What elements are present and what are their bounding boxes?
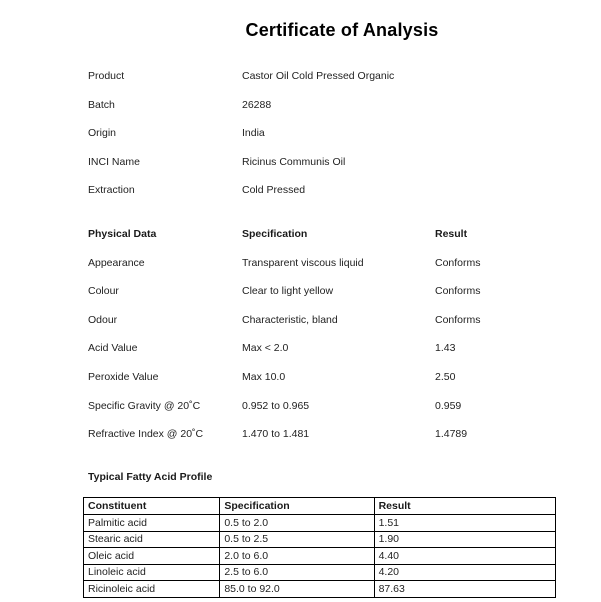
specification: 0.5 to 2.5 <box>220 531 374 548</box>
product-info-section <box>88 70 555 213</box>
result: 4.40 <box>374 548 555 565</box>
physical-row-acid-value <box>88 342 555 371</box>
parameter: Appearance <box>88 256 145 269</box>
constituent: Stearic acid <box>84 531 220 548</box>
constituent: Ricinoleic acid <box>84 581 220 598</box>
fatty-table-header-row <box>84 498 556 515</box>
info-value: Cold Pressed <box>242 184 306 197</box>
result: Conforms <box>435 313 481 326</box>
info-value: 26288 <box>242 98 272 111</box>
physical-data-header-row <box>88 228 555 257</box>
physical-row-peroxide-value <box>88 371 555 400</box>
physical-row-odour <box>88 314 555 343</box>
fatty-acid-profile-heading: Typical Fatty Acid Profile <box>88 471 213 483</box>
specification: Max < 2.0 <box>242 342 289 355</box>
table-row-stearic-acid <box>84 531 556 548</box>
specification: 1.470 to 1.481 <box>242 428 310 441</box>
specification-header: Specification <box>220 498 374 515</box>
specification: 0.5 to 2.0 <box>220 515 374 532</box>
specification: 2.5 to 6.0 <box>220 564 374 581</box>
parameter: Odour <box>88 313 118 326</box>
constituent: Linoleic acid <box>84 564 220 581</box>
info-label: INCI Name <box>88 155 140 168</box>
result: 87.63 <box>374 581 555 598</box>
result: 4.20 <box>374 564 555 581</box>
result-header: Result <box>374 498 555 515</box>
info-value: India <box>242 127 265 140</box>
specification-header: Specification <box>242 228 308 240</box>
result: Conforms <box>435 285 481 298</box>
result: 0.959 <box>435 399 462 412</box>
fatty-acid-profile-table <box>83 497 556 598</box>
info-label: Origin <box>88 127 117 140</box>
parameter: Refractive Index @ 20˚C <box>88 428 204 441</box>
table-row-palmitic-acid <box>84 515 556 532</box>
parameter: Colour <box>88 285 119 298</box>
constituent-header: Constituent <box>84 498 220 515</box>
specification: Characteristic, bland <box>242 313 338 326</box>
parameter: Peroxide Value <box>88 370 159 383</box>
result-header: Result <box>435 228 468 240</box>
physical-row-appearance <box>88 257 555 286</box>
result: Conforms <box>435 256 481 269</box>
specification: Clear to light yellow <box>242 285 334 298</box>
table-row-linoleic-acid <box>84 564 556 581</box>
result: 2.50 <box>435 370 456 383</box>
info-row-extraction <box>88 184 555 213</box>
info-label: Batch <box>88 98 115 111</box>
page-title: Certificate of Analysis <box>245 20 439 40</box>
info-row-product <box>88 70 555 99</box>
result: 1.90 <box>374 531 555 548</box>
physical-row-refractive-index <box>88 428 555 457</box>
specification: 0.952 to 0.965 <box>242 399 310 412</box>
info-value: Ricinus Communis Oil <box>242 155 346 168</box>
physical-data-section <box>88 228 555 457</box>
info-row-inci-name <box>88 156 555 185</box>
specification: 2.0 to 6.0 <box>220 548 374 565</box>
result: 1.4789 <box>435 428 468 441</box>
info-row-batch <box>88 99 555 128</box>
specification: Max 10.0 <box>242 370 286 383</box>
result: 1.51 <box>374 515 555 532</box>
specification: 85.0 to 92.0 <box>220 581 374 598</box>
table-row-oleic-acid <box>84 548 556 565</box>
table-row-ricinoleic-acid <box>84 581 556 598</box>
info-label: Product <box>88 70 125 82</box>
parameter: Specific Gravity @ 20˚C <box>88 399 201 412</box>
info-row-origin <box>88 127 555 156</box>
result: 1.43 <box>435 342 456 355</box>
constituent: Palmitic acid <box>84 515 220 532</box>
info-label: Extraction <box>88 184 135 197</box>
physical-row-specific-gravity <box>88 400 555 429</box>
specification: Transparent viscous liquid <box>242 256 364 269</box>
physical-data-header: Physical Data <box>88 228 157 240</box>
info-value: Castor Oil Cold Pressed Organic <box>242 70 395 82</box>
physical-row-colour <box>88 285 555 314</box>
constituent: Oleic acid <box>84 548 220 565</box>
parameter: Acid Value <box>88 342 138 355</box>
